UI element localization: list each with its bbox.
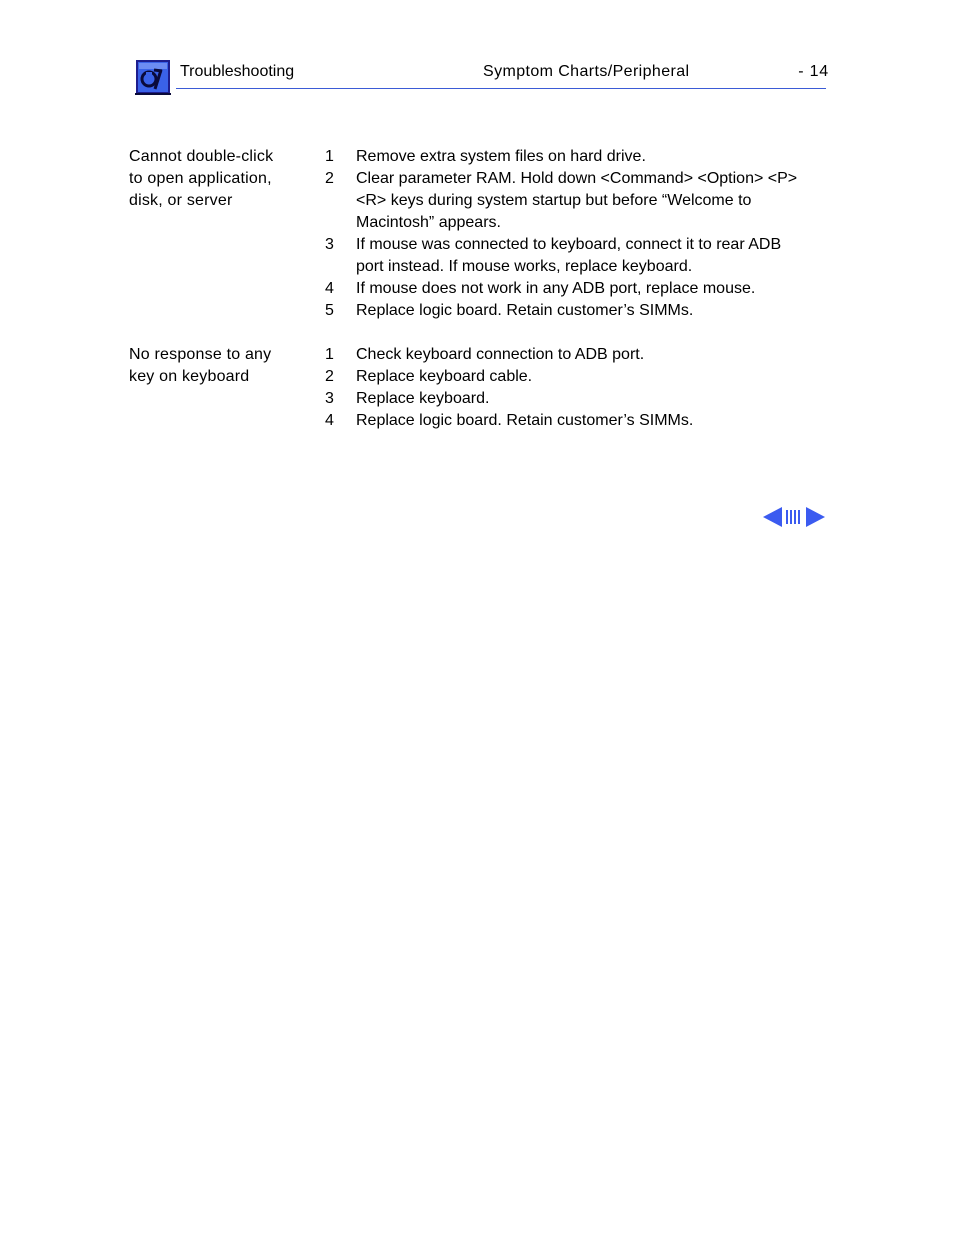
solution-step bbox=[325, 300, 809, 322]
symptom-chart bbox=[129, 146, 809, 454]
wrench-and-screwdriver-icon bbox=[134, 58, 172, 96]
symptom-label: No response to any key on keyboard bbox=[129, 346, 272, 385]
solution-step bbox=[325, 366, 809, 388]
triangle-right-icon[interactable] bbox=[806, 507, 825, 527]
step-text: Replace logic board. Retain customer’s SIMMs. bbox=[356, 412, 694, 429]
solution-step bbox=[325, 146, 809, 168]
step-number: 1 bbox=[325, 346, 334, 363]
step-text: Clear parameter RAM. Hold down <Command> <Option> <P> <R> keys during system startup but before “Welcome to Macintosh” appears. bbox=[356, 170, 798, 231]
step-text: If mouse was connected to keyboard, connect it to rear ADB port instead. If mouse works, replace keyboard. bbox=[356, 236, 782, 275]
step-text: Check keyboard connection to ADB port. bbox=[356, 346, 645, 363]
step-number: 3 bbox=[325, 390, 334, 407]
solution-steps bbox=[325, 344, 809, 432]
symptom-row bbox=[129, 344, 809, 432]
solution-steps bbox=[325, 146, 809, 322]
step-number: 4 bbox=[325, 412, 334, 429]
step-number: 5 bbox=[325, 302, 334, 319]
chapter-name: Symptom Charts/Peripheral bbox=[483, 63, 690, 80]
step-number: 3 bbox=[325, 236, 334, 253]
bars-icon[interactable] bbox=[784, 510, 802, 524]
symptom-row bbox=[129, 146, 809, 322]
step-text: Replace keyboard cable. bbox=[356, 368, 533, 385]
step-number: 2 bbox=[325, 170, 334, 187]
step-text: Replace logic board. Retain customer’s SIMMs. bbox=[356, 302, 694, 319]
step-text: Replace keyboard. bbox=[356, 390, 490, 407]
page-navigation bbox=[763, 506, 825, 528]
page-header bbox=[134, 58, 829, 96]
step-text: If mouse does not work in any ADB port, replace mouse. bbox=[356, 280, 756, 297]
solution-step bbox=[325, 278, 809, 300]
solution-step bbox=[325, 388, 809, 410]
step-number: 1 bbox=[325, 148, 334, 165]
solution-step bbox=[325, 168, 809, 234]
solution-step bbox=[325, 344, 809, 366]
section-name: Troubleshooting bbox=[180, 63, 295, 80]
step-text: Remove extra system files on hard drive. bbox=[356, 148, 646, 165]
solution-step bbox=[325, 410, 809, 432]
step-number: 2 bbox=[325, 368, 334, 385]
symptom-label: Cannot double-click to open application, disk, or server bbox=[129, 148, 274, 209]
step-number: 4 bbox=[325, 280, 334, 297]
solution-step bbox=[325, 234, 809, 278]
page-number: - 14 bbox=[798, 63, 829, 80]
header-rule bbox=[176, 88, 826, 89]
triangle-left-icon[interactable] bbox=[763, 507, 782, 527]
